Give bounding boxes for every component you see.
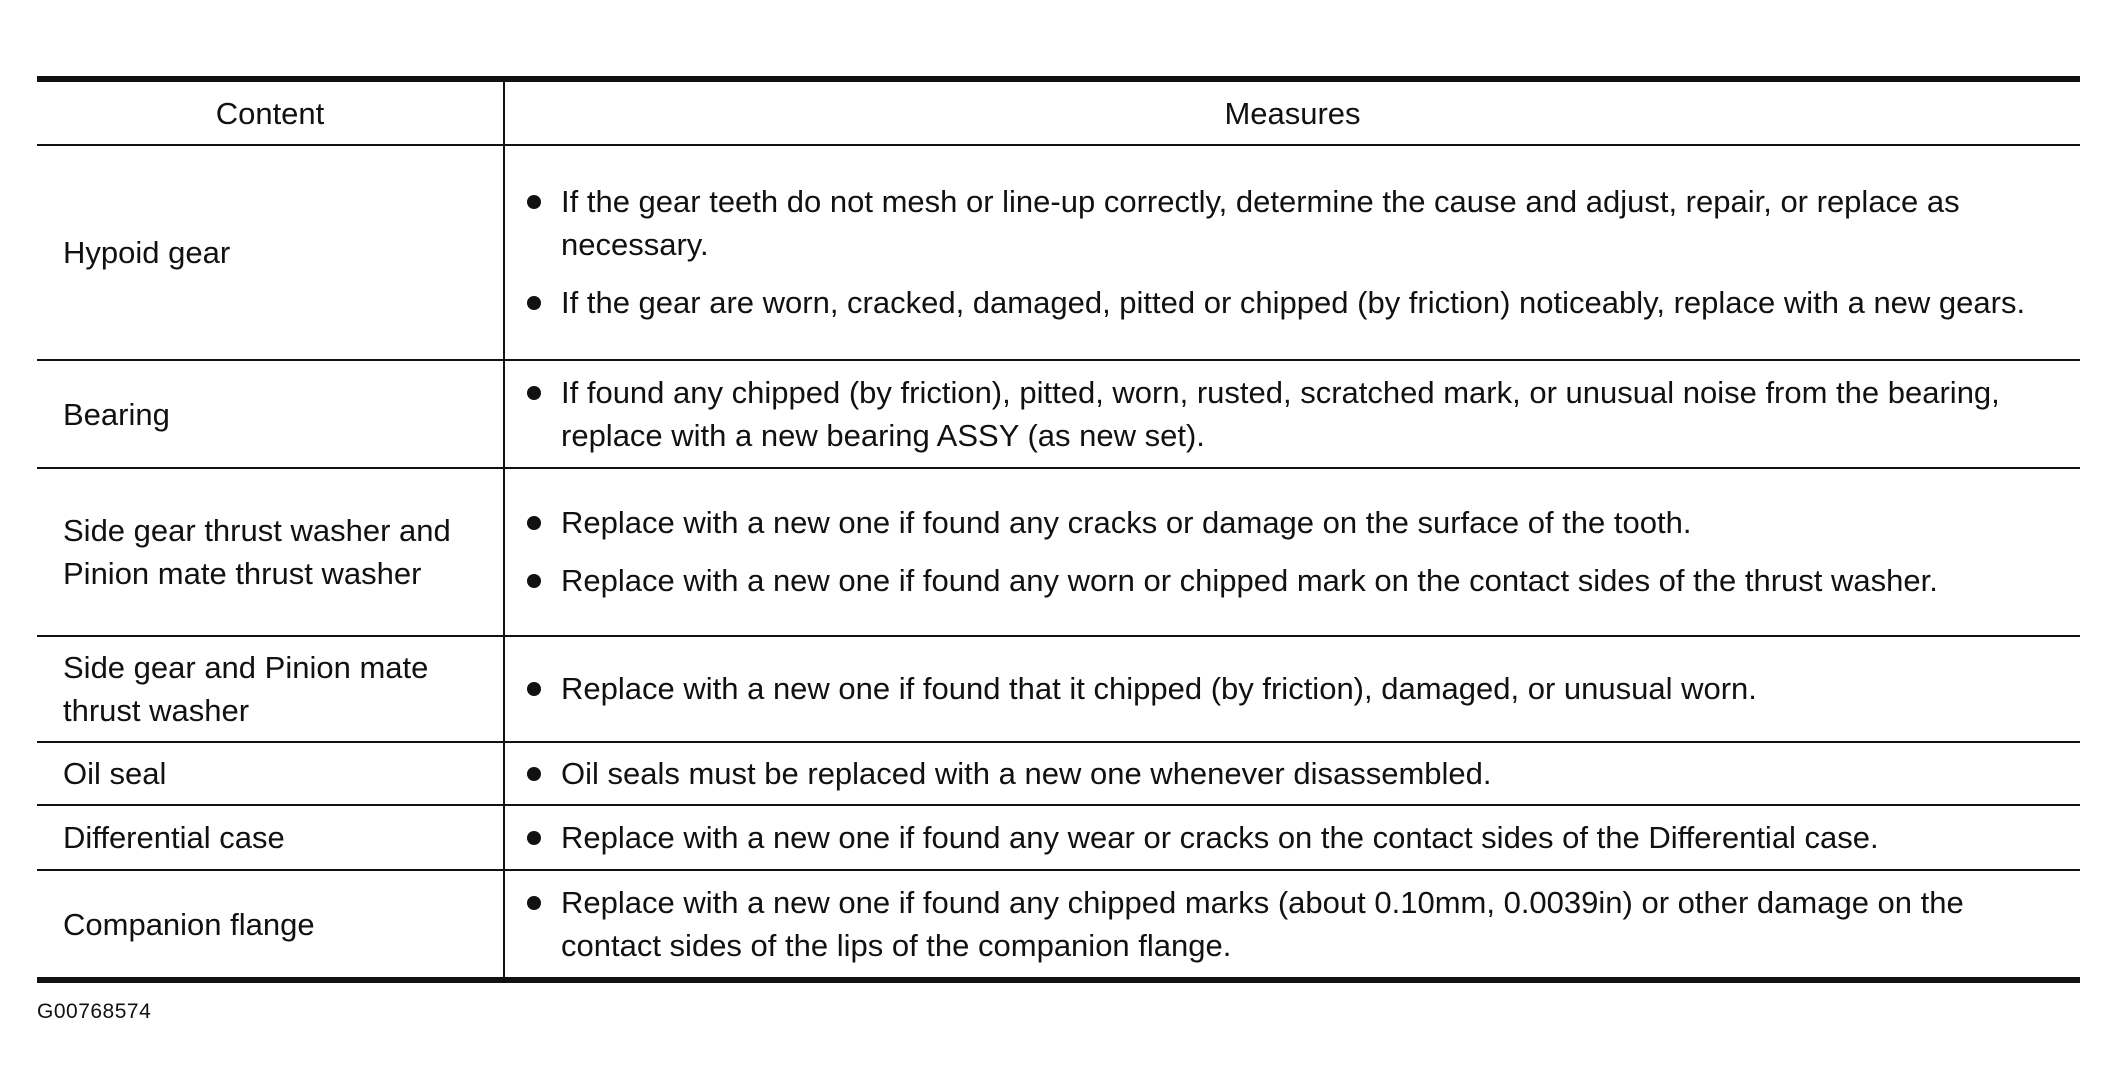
inspection-table [37,76,2080,983]
measures-list [523,171,2066,334]
measure-item [523,752,2066,795]
bullet-icon [527,195,541,209]
measures-cell [504,636,2080,742]
measures-list [523,872,2066,977]
bullet-icon [527,682,541,696]
measures-list [523,362,2066,467]
bullet-icon [527,831,541,845]
measure-item [523,281,2066,324]
column-header-content: Content [37,79,504,145]
measure-text: If the gear are worn, cracked, damaged, pitted or chipped (by friction) noticeably, replace with a new gears. [561,285,2026,320]
measure-text: Oil seals must be replaced with a new one whenever disassembled. [561,756,1492,791]
measures-list [523,492,2066,612]
measures-cell [504,468,2080,636]
content-cell: Side gear and Pinion mate thrust washer [37,636,504,742]
measures-list [523,816,2066,859]
content-cell: Side gear thrust washer and Pinion mate thrust washer [37,468,504,636]
measure-text: Replace with a new one if found any wear or cracks on the contact sides of the Differential case. [561,820,1879,855]
measure-text: Replace with a new one if found any chipped marks (about 0.10mm, 0.0039in) or other damage on the contact sides of the lips of the companion flange. [561,884,1964,963]
measures-list [523,658,2066,720]
measures-list [523,752,2066,795]
measure-item [523,816,2066,859]
measures-cell [504,360,2080,468]
content-cell: Hypoid gear [37,145,504,360]
measures-cell [504,145,2080,360]
table-row [37,805,2080,870]
measure-item [523,667,2066,710]
measures-cell [504,805,2080,870]
bullet-icon [527,296,541,310]
content-cell: Differential case [37,805,504,870]
bullet-icon [527,386,541,400]
table-row [37,145,2080,360]
measure-item [523,881,2066,967]
content-cell: Oil seal [37,742,504,805]
table-row [37,468,2080,636]
bullet-icon [527,574,541,588]
content-cell: Bearing [37,360,504,468]
bullet-icon [527,896,541,910]
table-row [37,742,2080,805]
table-row [37,870,2080,980]
measure-text: If the gear teeth do not mesh or line-up correctly, determine the cause and adjust, repair, or replace as necessary. [561,184,1960,262]
content-cell: Companion flange [37,870,504,980]
measures-cell [504,742,2080,805]
measures-cell [504,870,2080,980]
measure-text: Replace with a new one if found any cracks or damage on the surface of the tooth. [561,505,1692,540]
figure-id: G00768574 [37,1000,152,1023]
table-header-row [37,79,2080,145]
table-row [37,636,2080,742]
column-header-measures: Measures [504,79,2080,145]
measure-text: Replace with a new one if found that it chipped (by friction), damaged, or unusual worn. [561,671,1757,706]
measure-item [523,559,2066,602]
measure-item [523,371,2066,457]
measure-text: Replace with a new one if found any worn or chipped mark on the contact sides of the thrust washer. [561,563,1938,598]
measure-item [523,501,2066,544]
bullet-icon [527,516,541,530]
measure-text: If found any chipped (by friction), pitted, worn, rusted, scratched mark, or unusual noise from the bearing, replace with a new bearing ASSY (as new set). [561,374,2000,453]
measure-item [523,180,2066,266]
table-row [37,360,2080,468]
bullet-icon [527,767,541,781]
